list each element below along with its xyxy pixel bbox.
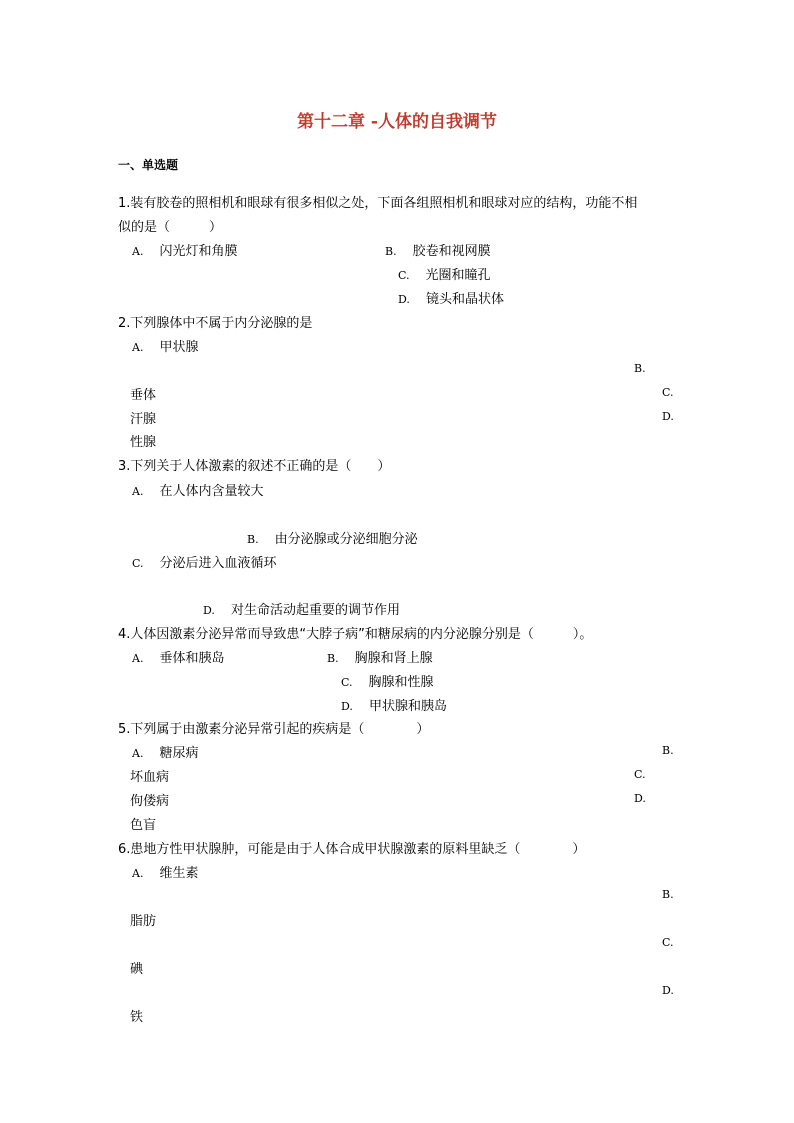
question-3-line-1: 3.下列关于人体激素的叙述不正确的是（ ） (118, 459, 391, 474)
option-text: 维生素 (159, 866, 199, 881)
q2-option-d-text[interactable]: 性腺 (130, 435, 157, 450)
q6-option-a[interactable] (132, 862, 198, 881)
q3-option-a[interactable] (132, 480, 263, 499)
option-label: C. (132, 557, 144, 570)
option-text: 垂体和胰岛 (159, 651, 225, 666)
option-label: A. (132, 341, 144, 354)
q5-option-c-text[interactable]: 佝偻病 (130, 794, 170, 809)
q5-option-c-label[interactable]: C. (634, 768, 646, 781)
option-text: 甲状腺和胰岛 (368, 699, 447, 714)
q2-option-c-text[interactable]: 汗腺 (130, 412, 157, 427)
option-label: B. (247, 533, 259, 546)
question-4-line-1: 4.人体因激素分泌异常而导致患“大脖子病”和糖尿病的内分泌腺分别是（ ）。 (118, 627, 593, 642)
option-text: 对生命活动起重要的调节作用 (230, 603, 400, 618)
q3-option-b[interactable] (247, 528, 418, 547)
q6-option-d-text[interactable]: 铁 (130, 1010, 144, 1025)
q4-option-c[interactable] (341, 671, 434, 690)
option-text: 糖尿病 (159, 746, 199, 761)
q4-option-d[interactable] (341, 695, 447, 714)
q4-option-a[interactable] (132, 647, 224, 666)
option-label: A. (132, 747, 144, 760)
section-heading: 一、单选题 (118, 158, 179, 172)
option-label: A. (132, 485, 144, 498)
question-1-line-2: 似的是（ ） (118, 220, 223, 235)
option-label: A. (132, 245, 144, 258)
q2-option-d-label[interactable]: D. (662, 410, 674, 423)
q1-option-b[interactable] (385, 240, 491, 259)
q5-option-d-text[interactable]: 色盲 (130, 818, 157, 833)
option-text: 胶卷和视网膜 (412, 244, 491, 259)
q2-option-c-label[interactable]: C. (662, 386, 674, 399)
q6-option-b-text[interactable]: 脂肪 (130, 914, 157, 929)
q3-option-c[interactable] (132, 552, 277, 571)
option-label: A. (132, 652, 144, 665)
option-label: C. (398, 269, 410, 282)
q1-option-a[interactable] (132, 240, 237, 259)
option-text: 镜头和晶状体 (425, 292, 504, 307)
q5-option-d-label[interactable]: D. (634, 792, 646, 805)
q6-option-c-label[interactable]: C. (662, 936, 674, 949)
q4-option-b[interactable] (327, 647, 433, 666)
q6-option-b-label[interactable]: B. (662, 888, 674, 901)
q5-option-b-text[interactable]: 坏血病 (130, 770, 170, 785)
option-label: B. (385, 245, 397, 258)
option-text: 闪光灯和角膜 (159, 244, 238, 259)
question-1-line-1: 1.装有胶卷的照相机和眼球有很多相似之处，下面各组照相机和眼球对应的结构，功能不相 (118, 196, 638, 211)
option-text: 胸腺和性腺 (368, 675, 434, 690)
q6-option-c-text[interactable]: 碘 (130, 962, 144, 977)
q3-option-d[interactable] (203, 599, 400, 618)
q5-option-b-label[interactable]: B. (662, 744, 674, 757)
option-text: 甲状腺 (159, 340, 199, 355)
option-text: 分泌后进入血液循环 (159, 556, 277, 571)
q2-option-b-label[interactable]: B. (634, 362, 646, 375)
q1-option-d[interactable] (398, 288, 504, 307)
option-text: 胸腺和肾上腺 (354, 651, 433, 666)
question-2-line-1: 2.下列腺体中不属于内分泌腺的是 (118, 316, 313, 331)
option-text: 光圈和瞳孔 (425, 268, 491, 283)
q2-option-b-text[interactable]: 垂体 (130, 388, 157, 403)
q5-option-a[interactable] (132, 742, 198, 761)
q1-option-c[interactable] (398, 264, 491, 283)
option-label: A. (132, 867, 144, 880)
question-6-line-1: 6.患地方性甲状腺肿，可能是由于人体合成甲状腺激素的原料里缺乏（ ） (118, 842, 586, 857)
option-label: D. (398, 293, 410, 306)
q2-option-a[interactable] (132, 336, 198, 355)
option-label: D. (341, 700, 353, 713)
option-label: B. (327, 652, 339, 665)
q6-option-d-label[interactable]: D. (662, 984, 674, 997)
page-title: 第十二章 -人体的自我调节 (297, 112, 497, 132)
option-label: C. (341, 676, 353, 689)
option-text: 由分泌腺或分泌细胞分泌 (274, 532, 418, 547)
option-label: D. (203, 604, 215, 617)
option-text: 在人体内含量较大 (159, 484, 264, 499)
question-5-line-1: 5.下列属于由激素分泌异常引起的疾病是（ ） (118, 722, 430, 737)
